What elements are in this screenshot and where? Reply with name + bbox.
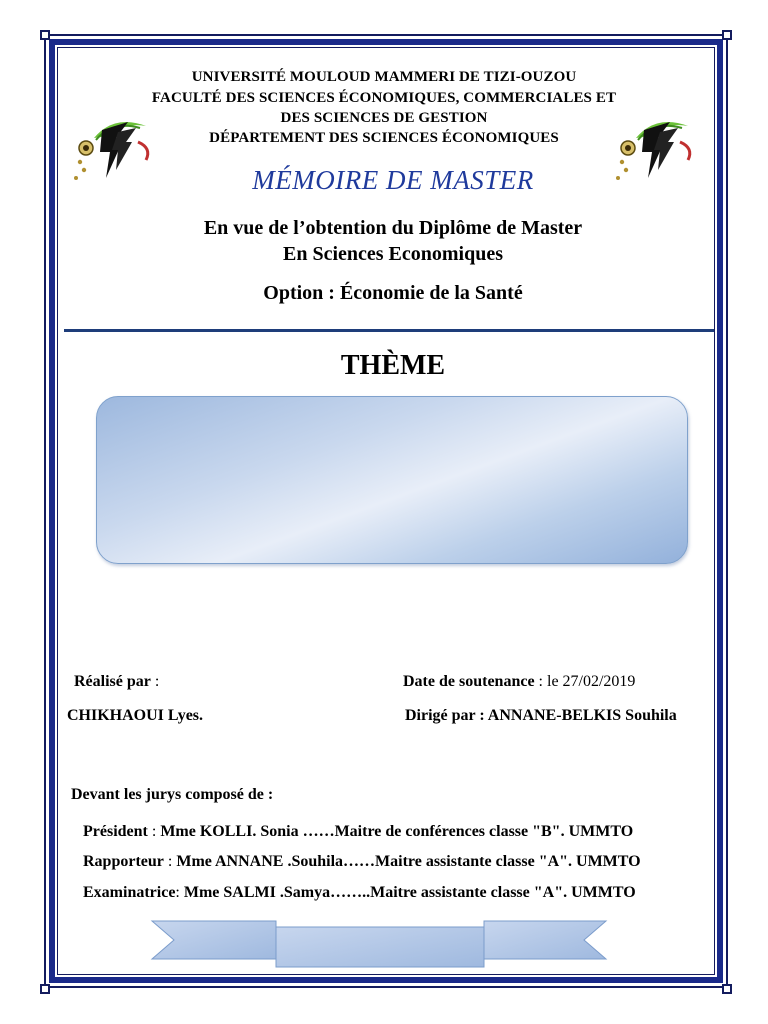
department-name: DÉPARTEMENT DES SCIENCES ÉCONOMIQUES [209, 130, 559, 146]
jury-member [83, 884, 636, 902]
diploma-purpose: En vue de l’obtention du Diplôme de Master [203, 217, 583, 239]
decorative-ribbon [150, 915, 610, 975]
jury-name: Mme KOLLI. Sonia ……Maitre de conférences classe "B". UMMTO [160, 823, 634, 840]
jury-name: Mme ANNANE .Souhila……Maitre assistante classe "A". UMMTO [176, 853, 641, 870]
jury-sep: : [147, 823, 161, 840]
jury-sep: : [163, 853, 177, 870]
theme-heading: THÈME [340, 350, 446, 381]
faculty-name-cont: DES SCIENCES DE GESTION [280, 110, 488, 126]
jury-member [83, 823, 633, 841]
border-corner [40, 30, 50, 40]
border-corner [40, 984, 50, 994]
faculty-name: FACULTÉ DES SCIENCES ÉCONOMIQUES, COMMERCIALES ET [151, 90, 617, 106]
defense-date-value: : le 27/02/2019 [534, 673, 636, 690]
supervisor: Dirigé par : ANNANE-BELKIS Souhila [405, 707, 677, 724]
jury-name: Mme SALMI .Samya……..Maitre assistante classe "A". UMMTO [183, 884, 636, 901]
author-label-text: Réalisé par [74, 673, 151, 690]
separator-line [64, 329, 714, 332]
defense-date [403, 673, 635, 691]
jury-intro: Devant les jurys composé de : [71, 786, 274, 803]
jury-role: Rapporteur [83, 853, 164, 870]
theme-box [96, 396, 688, 564]
diploma-field: En Sciences Economiques [282, 243, 504, 265]
defense-date-label: Date de soutenance [403, 673, 535, 690]
border-corner [722, 984, 732, 994]
jury-member [83, 853, 641, 871]
document-title: MÉMOIRE DE MASTER [252, 165, 534, 195]
author-label-colon: : [150, 673, 160, 690]
university-name: UNIVERSITÉ MOULOUD MAMMERI DE TIZI-OUZOU [191, 69, 577, 85]
author-label [74, 673, 159, 691]
jury-sep: : [175, 884, 184, 901]
jury-role: Examinatrice [83, 884, 176, 901]
jury-role: Président [83, 823, 148, 840]
author-name: CHIKHAOUI Lyes. [67, 707, 204, 724]
border-corner [722, 30, 732, 40]
option-label: Option : Économie de la Santé [263, 282, 523, 304]
